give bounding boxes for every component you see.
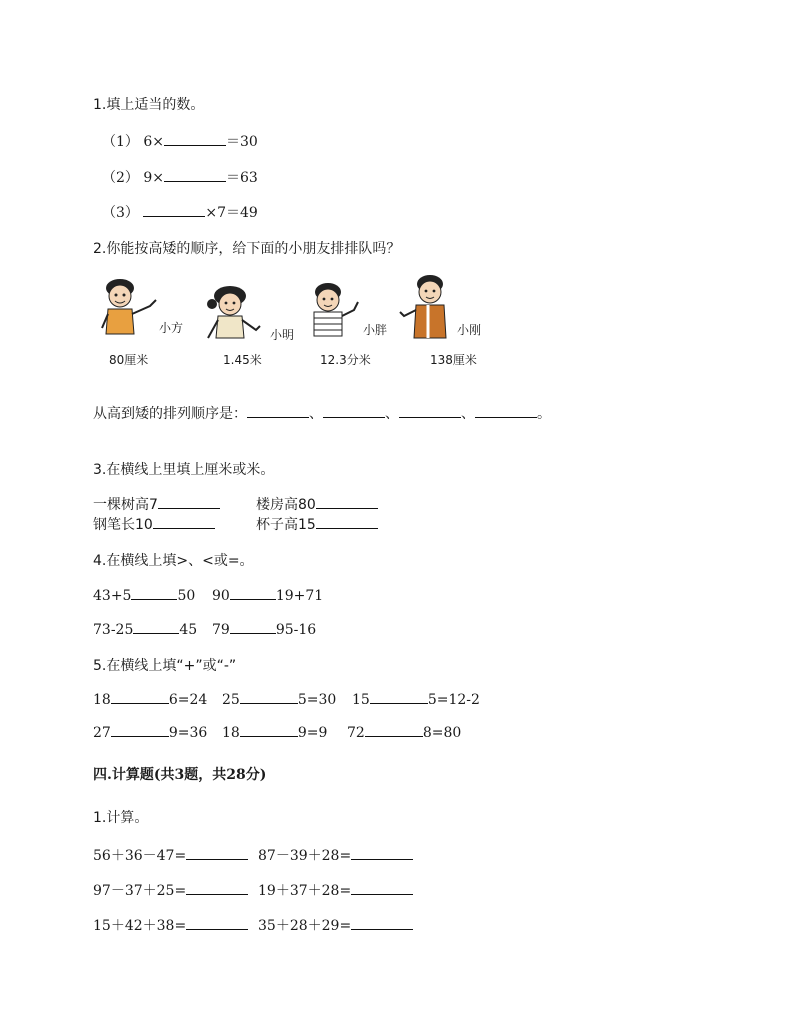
q1-item-2 <box>102 167 258 187</box>
answer-blank[interactable] <box>316 495 378 509</box>
kid-figure-xiaoming <box>200 284 266 350</box>
expr: 5=30 <box>297 692 337 708</box>
q4-row <box>93 586 195 604</box>
separator: 、 <box>385 406 399 422</box>
answer-blank[interactable] <box>370 690 428 704</box>
expr: 8=80 <box>422 725 462 741</box>
answer-blank[interactable] <box>475 404 537 418</box>
answer-blank[interactable] <box>111 690 169 704</box>
answer-blank[interactable] <box>240 690 298 704</box>
q5-item <box>93 690 207 708</box>
expr: 87－39＋28= <box>258 848 352 864</box>
q3-item <box>256 514 378 534</box>
answer-blank[interactable] <box>365 723 423 737</box>
item-number: （2） <box>102 170 139 186</box>
q4-row <box>93 620 197 638</box>
expr: 25 <box>222 692 240 708</box>
item-prefix: 6× <box>143 134 165 150</box>
q5-item <box>352 690 480 708</box>
expr: 95-16 <box>275 622 317 638</box>
item-number: （1） <box>102 134 139 150</box>
expr: 9=9 <box>297 725 328 741</box>
kid-figure-xiaofang <box>98 276 162 344</box>
answer-blank[interactable] <box>351 846 413 860</box>
q1-item-1 <box>102 131 258 151</box>
expr: 72 <box>347 725 365 741</box>
item-text: 钢笔长10 <box>93 517 153 533</box>
expr: 19＋37＋28= <box>258 883 352 899</box>
section-title: 四.计算题(共3题，共28分) <box>93 767 267 783</box>
item-text: 杯子高15 <box>256 517 316 533</box>
calc-item <box>93 880 248 900</box>
answer-blank[interactable] <box>164 168 226 182</box>
expr: 73-25 <box>93 622 134 638</box>
q5-item <box>347 723 461 741</box>
q5-item <box>222 723 327 741</box>
section4-q1-title: 1.计算。 <box>93 810 149 826</box>
answer-blank[interactable] <box>230 586 276 600</box>
q2-order-line <box>93 403 551 423</box>
calc-item <box>258 915 413 935</box>
q3-item <box>256 494 378 514</box>
answer-blank[interactable] <box>153 515 215 529</box>
expr: 18 <box>93 692 111 708</box>
kid-name: 小方 <box>159 321 184 335</box>
answer-blank[interactable] <box>133 620 179 634</box>
q3-item <box>93 514 215 534</box>
answer-blank[interactable] <box>351 881 413 895</box>
expr: 15＋42＋38= <box>93 918 187 934</box>
answer-blank[interactable] <box>158 495 220 509</box>
expr: 79 <box>212 622 230 638</box>
q1-title: 1.填上适当的数。 <box>93 97 205 113</box>
kid-height: 80厘米 <box>109 353 149 367</box>
answer-blank[interactable] <box>186 846 248 860</box>
calc-item <box>93 845 248 865</box>
boy-illustration-icon <box>398 272 456 348</box>
item-suffix: ＝63 <box>226 170 258 186</box>
order-prompt: 从高到矮的排列顺序是： <box>93 406 247 422</box>
boy-illustration-icon <box>98 276 162 344</box>
kid-height: 12.3分米 <box>320 353 371 367</box>
item-suffix: ×7＝49 <box>205 205 258 221</box>
expr: 56＋36－47= <box>93 848 187 864</box>
answer-blank[interactable] <box>316 515 378 529</box>
answer-blank[interactable] <box>240 723 298 737</box>
expr: 15 <box>352 692 370 708</box>
girl-illustration-icon <box>200 284 266 350</box>
item-number: （3） <box>102 205 139 221</box>
calc-item <box>93 915 248 935</box>
kid-height: 1.45米 <box>223 353 262 367</box>
q5-item <box>222 690 336 708</box>
kid-height: 138厘米 <box>430 353 477 367</box>
boy-illustration-icon <box>304 280 366 348</box>
answer-blank[interactable] <box>399 404 461 418</box>
answer-blank[interactable] <box>323 404 385 418</box>
q5-title: 5.在横线上填“+”或“-” <box>93 658 237 674</box>
q3-title: 3.在横线上里填上厘米或米。 <box>93 462 275 478</box>
calc-item <box>258 880 413 900</box>
expr: 19+71 <box>275 588 324 604</box>
expr: 18 <box>222 725 240 741</box>
q4-row <box>212 586 323 604</box>
kid-figure-xiaopang <box>304 280 366 348</box>
kid-name: 小刚 <box>457 323 482 337</box>
q3-item <box>93 494 220 514</box>
calc-item <box>258 845 413 865</box>
expr: 90 <box>212 588 230 604</box>
answer-blank[interactable] <box>131 586 177 600</box>
separator: 、 <box>461 406 475 422</box>
kid-name: 小胖 <box>363 323 388 337</box>
expr: 35＋28＋29= <box>258 918 352 934</box>
expr: 9=36 <box>168 725 208 741</box>
item-prefix: 9× <box>143 170 165 186</box>
kid-figure-xiaogang <box>398 272 456 348</box>
expr: 43+5 <box>93 588 132 604</box>
q4-row <box>212 620 316 638</box>
item-text: 楼房高80 <box>256 497 316 513</box>
expr: 5=12-2 <box>427 692 480 708</box>
q1-item-3 <box>102 202 258 222</box>
answer-blank[interactable] <box>111 723 169 737</box>
separator: 、 <box>309 406 323 422</box>
expr: 50 <box>177 588 196 604</box>
expr: 6=24 <box>168 692 208 708</box>
item-suffix: ＝30 <box>226 134 258 150</box>
answer-blank[interactable] <box>186 881 248 895</box>
answer-blank[interactable] <box>247 404 309 418</box>
answer-blank[interactable] <box>351 916 413 930</box>
answer-blank[interactable] <box>164 132 226 146</box>
item-text: 一棵树高7 <box>93 497 158 513</box>
q4-title: 4.在横线上填>、<或=。 <box>93 553 254 569</box>
answer-blank[interactable] <box>143 203 205 217</box>
q2-title: 2.你能按高矮的顺序，给下面的小朋友排排队吗？ <box>93 241 401 257</box>
answer-blank[interactable] <box>230 620 276 634</box>
answer-blank[interactable] <box>186 916 248 930</box>
expr: 45 <box>179 622 198 638</box>
kid-name: 小明 <box>270 328 295 342</box>
end-mark: 。 <box>537 406 551 422</box>
q5-item <box>93 723 207 741</box>
expr: 97－37＋25= <box>93 883 187 899</box>
expr: 27 <box>93 725 111 741</box>
